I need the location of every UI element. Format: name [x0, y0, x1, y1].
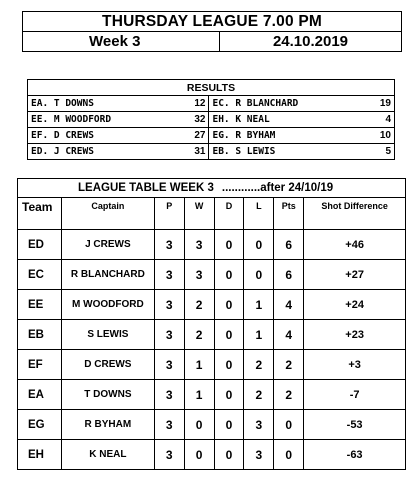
- cell-captain: D CREWS: [61, 350, 154, 380]
- result-left-score: 32: [173, 112, 209, 128]
- league-header-row: [18, 198, 406, 230]
- result-row: [28, 144, 395, 160]
- col-lost: L: [244, 198, 274, 230]
- col-shot-difference: Shot Difference: [304, 198, 406, 230]
- cell-captain: M WOODFORD: [61, 290, 154, 320]
- league-table: [17, 178, 406, 470]
- result-right-score: 19: [357, 96, 395, 112]
- cell-team: EB: [18, 320, 62, 350]
- league-row: [18, 440, 406, 470]
- cell-captain: T DOWNS: [61, 380, 154, 410]
- cell-won: 2: [184, 320, 214, 350]
- cell-shot-difference: +24: [304, 290, 406, 320]
- result-row: [28, 112, 395, 128]
- cell-lost: 2: [244, 350, 274, 380]
- cell-played: 3: [154, 440, 184, 470]
- result-row: [28, 128, 395, 144]
- cell-points: 0: [274, 410, 304, 440]
- cell-points: 0: [274, 440, 304, 470]
- cell-drawn: 0: [214, 260, 244, 290]
- col-won: W: [184, 198, 214, 230]
- cell-lost: 1: [244, 290, 274, 320]
- cell-lost: 2: [244, 380, 274, 410]
- cell-played: 3: [154, 260, 184, 290]
- league-table-title: LEAGUE TABLE WEEK 3: [78, 182, 214, 194]
- cell-team: ED: [18, 230, 62, 260]
- result-left-team: EF. D CREWS: [28, 128, 174, 144]
- league-row: [18, 320, 406, 350]
- cell-drawn: 0: [214, 320, 244, 350]
- cell-won: 0: [184, 410, 214, 440]
- cell-points: 6: [274, 230, 304, 260]
- cell-won: 0: [184, 440, 214, 470]
- league-row: [18, 410, 406, 440]
- cell-won: 3: [184, 260, 214, 290]
- cell-drawn: 0: [214, 230, 244, 260]
- cell-drawn: 0: [214, 410, 244, 440]
- results-title: RESULTS: [28, 80, 395, 96]
- week-label: Week 3: [23, 32, 220, 52]
- cell-team: EC: [18, 260, 62, 290]
- cell-captain: R BYHAM: [61, 410, 154, 440]
- col-captain: Captain: [61, 198, 154, 230]
- cell-points: 6: [274, 260, 304, 290]
- cell-won: 1: [184, 380, 214, 410]
- result-right-team: EB. S LEWIS: [209, 144, 357, 160]
- cell-drawn: 0: [214, 350, 244, 380]
- cell-drawn: 0: [214, 380, 244, 410]
- result-left-score: 27: [173, 128, 209, 144]
- result-left-team: EE. M WOODFORD: [28, 112, 174, 128]
- cell-won: 2: [184, 290, 214, 320]
- result-right-score: 10: [357, 128, 395, 144]
- cell-team: EA: [18, 380, 62, 410]
- col-team: Team: [18, 198, 62, 230]
- cell-played: 3: [154, 410, 184, 440]
- results-table: [27, 79, 395, 160]
- cell-shot-difference: -63: [304, 440, 406, 470]
- cell-shot-difference: +27: [304, 260, 406, 290]
- result-row: [28, 96, 395, 112]
- cell-shot-difference: -7: [304, 380, 406, 410]
- result-right-score: 5: [357, 144, 395, 160]
- result-left-team: EA. T DOWNS: [28, 96, 174, 112]
- league-title-row: [18, 179, 406, 198]
- league-after-date: ............after 24/10/19: [221, 182, 334, 194]
- cell-played: 3: [154, 320, 184, 350]
- cell-shot-difference: +46: [304, 230, 406, 260]
- cell-lost: 0: [244, 260, 274, 290]
- league-row: [18, 230, 406, 260]
- result-right-team: EC. R BLANCHARD: [209, 96, 357, 112]
- cell-drawn: 0: [214, 440, 244, 470]
- result-left-score: 12: [173, 96, 209, 112]
- result-right-team: EH. K NEAL: [209, 112, 357, 128]
- cell-lost: 3: [244, 410, 274, 440]
- league-row: [18, 350, 406, 380]
- cell-won: 1: [184, 350, 214, 380]
- cell-points: 4: [274, 290, 304, 320]
- league-body: [18, 230, 406, 470]
- header-block: [22, 11, 402, 52]
- cell-played: 3: [154, 350, 184, 380]
- league-row: [18, 260, 406, 290]
- cell-points: 2: [274, 380, 304, 410]
- cell-team: EG: [18, 410, 62, 440]
- cell-captain: J CREWS: [61, 230, 154, 260]
- league-row: [18, 380, 406, 410]
- cell-lost: 3: [244, 440, 274, 470]
- cell-points: 4: [274, 320, 304, 350]
- cell-captain: K NEAL: [61, 440, 154, 470]
- result-right-team: EG. R BYHAM: [209, 128, 357, 144]
- cell-team: EH: [18, 440, 62, 470]
- cell-captain: R BLANCHARD: [61, 260, 154, 290]
- cell-shot-difference: +3: [304, 350, 406, 380]
- league-row: [18, 290, 406, 320]
- cell-captain: S LEWIS: [61, 320, 154, 350]
- cell-team: EF: [18, 350, 62, 380]
- cell-shot-difference: +23: [304, 320, 406, 350]
- result-left-score: 31: [173, 144, 209, 160]
- league-title: THURSDAY LEAGUE 7.00 PM: [23, 12, 402, 32]
- col-points: Pts: [274, 198, 304, 230]
- cell-points: 2: [274, 350, 304, 380]
- col-played: P: [154, 198, 184, 230]
- cell-team: EE: [18, 290, 62, 320]
- cell-played: 3: [154, 290, 184, 320]
- result-right-score: 4: [357, 112, 395, 128]
- cell-played: 3: [154, 230, 184, 260]
- results-body: [28, 96, 395, 160]
- cell-drawn: 0: [214, 290, 244, 320]
- cell-lost: 1: [244, 320, 274, 350]
- col-drawn: D: [214, 198, 244, 230]
- cell-played: 3: [154, 380, 184, 410]
- cell-shot-difference: -53: [304, 410, 406, 440]
- cell-lost: 0: [244, 230, 274, 260]
- date-label: 24.10.2019: [220, 32, 402, 52]
- result-left-team: ED. J CREWS: [28, 144, 174, 160]
- cell-won: 3: [184, 230, 214, 260]
